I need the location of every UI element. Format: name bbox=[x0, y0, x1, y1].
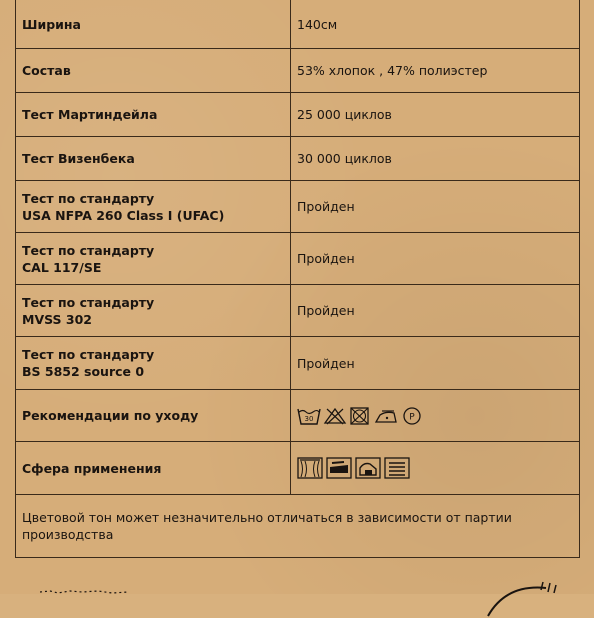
row-label-line2: BS 5852 source 0 bbox=[22, 364, 145, 379]
row-value: 53% хлопок , 47% полиэстер bbox=[291, 49, 580, 93]
row-value: 140см bbox=[291, 0, 580, 49]
row-value: Пройден bbox=[291, 233, 580, 285]
row-label-line2: USA NFPA 260 Class I (UFAC) bbox=[22, 207, 225, 223]
usage-icons bbox=[297, 457, 573, 479]
row-label-line1: Тест по стандарту bbox=[22, 347, 155, 362]
table-row bbox=[16, 495, 580, 558]
no-tumble-dry-icon bbox=[349, 406, 371, 426]
row-value: Пройден bbox=[291, 285, 580, 337]
no-bleach-icon bbox=[323, 406, 347, 426]
dry-clean-p-icon bbox=[401, 406, 423, 426]
spec-table bbox=[15, 0, 580, 558]
row-label bbox=[16, 181, 291, 233]
stamp-logo bbox=[486, 578, 576, 618]
care-icons bbox=[297, 406, 573, 426]
row-label bbox=[16, 337, 291, 390]
row-label-line1: Тест по стандарту bbox=[22, 242, 155, 258]
row-label-line1: Тест по стандарту bbox=[22, 294, 155, 310]
table-row bbox=[16, 233, 580, 285]
row-label bbox=[16, 285, 291, 337]
color-note: Цветовой тон может незначительно отличаться в зависимости от партии производства bbox=[16, 495, 580, 558]
iron-low-icon bbox=[373, 406, 399, 426]
row-value: Пройден bbox=[291, 181, 580, 233]
care-icons-cell bbox=[291, 390, 580, 442]
table-row bbox=[16, 0, 580, 49]
row-value: 25 000 циклов bbox=[291, 93, 580, 137]
table-row bbox=[16, 442, 580, 495]
sofa-icon bbox=[326, 457, 352, 479]
row-label: Ширина bbox=[16, 0, 291, 49]
table-row bbox=[16, 390, 580, 442]
row-value: 30 000 циклов bbox=[291, 137, 580, 181]
row-label-line1: Тест по стандарту bbox=[22, 190, 155, 206]
usage-icons-cell bbox=[291, 442, 580, 495]
row-label: Тест Мартиндейла bbox=[16, 93, 291, 137]
row-label: Рекомендации по уходу bbox=[16, 390, 291, 442]
curtains-icon bbox=[297, 457, 323, 479]
table-row bbox=[16, 93, 580, 137]
row-label: Состав bbox=[16, 49, 291, 93]
dryclean-letter: P bbox=[409, 412, 415, 422]
row-label: Сфера применения bbox=[16, 442, 291, 495]
wash-temp-label: 30 bbox=[304, 414, 314, 423]
row-label-line2: CAL 117/SE bbox=[22, 259, 102, 275]
armchair-icon bbox=[355, 457, 381, 479]
table-row bbox=[16, 49, 580, 93]
table-row bbox=[16, 137, 580, 181]
row-label bbox=[16, 233, 291, 285]
row-value: Пройден bbox=[291, 337, 580, 390]
row-label: Тест Визенбека bbox=[16, 137, 291, 181]
row-label-line2: MVSS 302 bbox=[22, 311, 93, 327]
wash-30-icon bbox=[297, 406, 321, 426]
table-row bbox=[16, 337, 580, 390]
ink-smudge bbox=[40, 588, 130, 594]
table-row bbox=[16, 181, 580, 233]
table-row bbox=[16, 285, 580, 337]
bedding-icon bbox=[384, 457, 410, 479]
